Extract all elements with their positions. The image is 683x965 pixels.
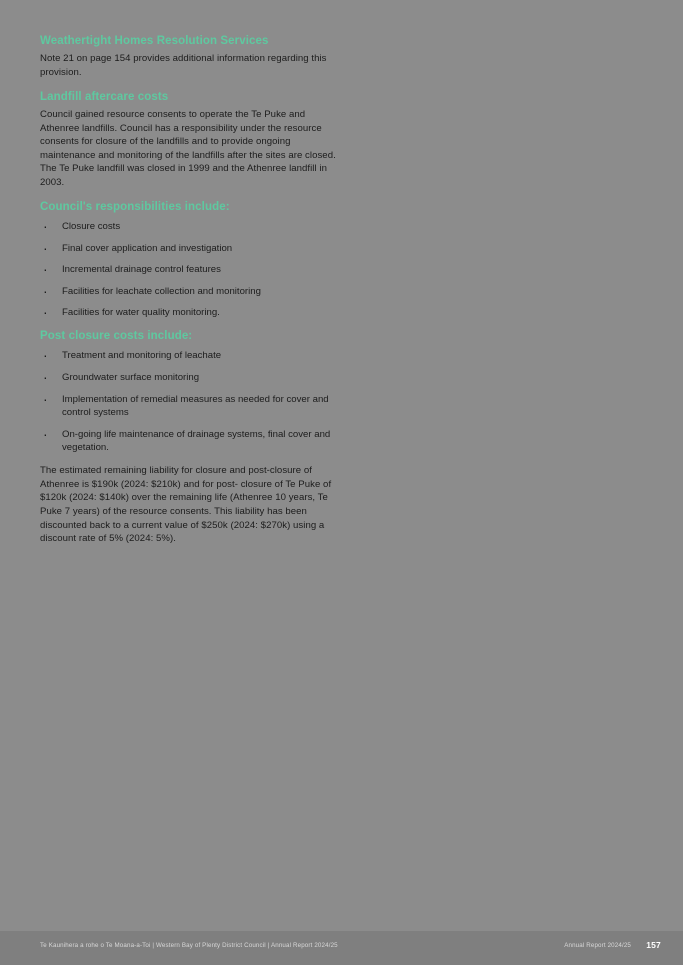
section-paragraph: Council gained resource consents to operate the Te Puke and Athenree landfills. Council has a responsibility under the resource consents for closure of the landfills and to provide ongoing maintenance and monitoring of the landfills after the sites are closed. The Te Puke landfill was closed in 1999 and the Athenree landfill in 2003. (40, 108, 336, 189)
responsibilities-list (40, 220, 340, 320)
page-footer (0, 931, 683, 965)
list-item: · Facilities for leachate collection and monitoring (40, 285, 340, 299)
list-item: · Closure costs (40, 220, 340, 234)
section-landfill-aftercare-costs (40, 90, 340, 190)
document-content (40, 34, 340, 555)
list-item: · On-going life maintenance of drainage systems, final cover and vegetation. (40, 428, 340, 455)
list-item: · Implementation of remedial measures as needed for cover and control systems (40, 393, 340, 420)
list-item: · Groundwater surface monitoring (40, 371, 340, 385)
list-item: · Final cover application and investigation (40, 242, 340, 256)
list-item: · Facilities for water quality monitoring. (40, 306, 340, 320)
section-heading: Post closure costs include: (40, 330, 193, 343)
section-heading: Landfill aftercare costs (40, 90, 169, 103)
section-council-responsibilities (40, 200, 340, 320)
footer-right-text: Annual Report 2024/25 (564, 942, 631, 949)
section-paragraph: Note 21 on page 154 provides additional information regarding this provision. (40, 53, 327, 78)
list-item: · Treatment and monitoring of leachate (40, 349, 340, 363)
section-post-closure-costs (40, 329, 340, 455)
section-paragraph: The estimated remaining liability for closure and post-closure of Athenree is $190k (2024: $210k) and for post- closure of Te Puke of $120k (2024: $140k) over the remaining life (Athenree 10 years, Te Puke 7 years) of the resource consents. This liability has been discounted back to a current value of $250k (2024: $270k) using a discount rate of 5% (2024: 5%). (40, 465, 332, 545)
list-item: · Incremental drainage control features (40, 263, 340, 277)
section-weathertight-homes (40, 34, 340, 80)
post-closure-list (40, 349, 340, 455)
page-number: 157 (646, 940, 661, 950)
section-estimated-liability (40, 464, 340, 546)
footer-left-text: Te Kaunihera a rohe o Te Moana-a-Toi | Western Bay of Plenty District Council | Annual Report 2024/25 (40, 942, 338, 949)
section-heading: Council's responsibilities include: (40, 200, 230, 213)
section-heading: Weathertight Homes Resolution Services (40, 35, 269, 47)
